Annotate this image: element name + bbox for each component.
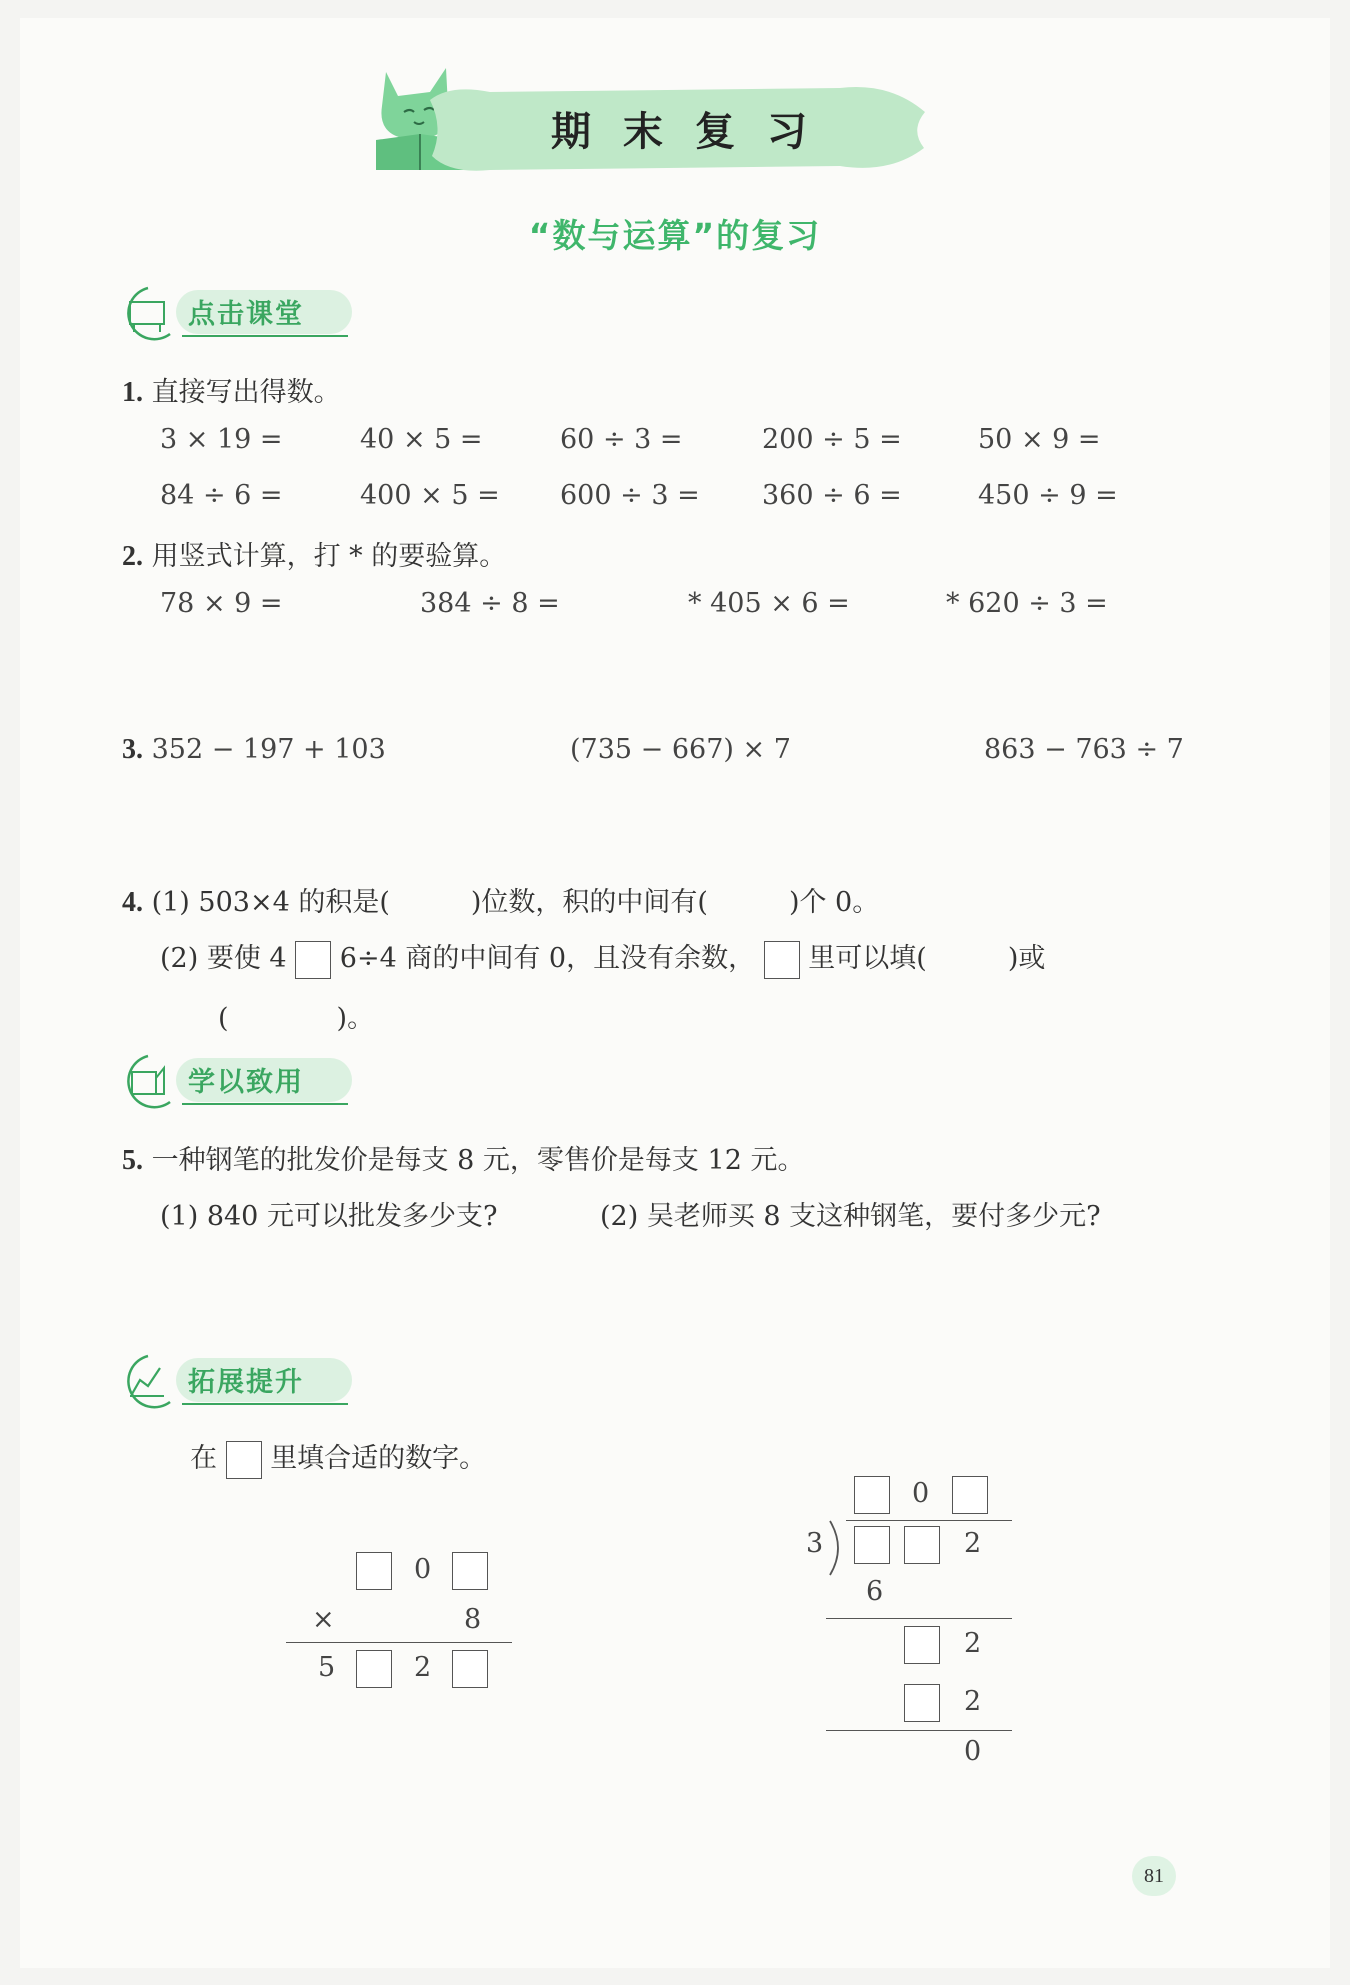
mult-box-3[interactable] — [356, 1650, 392, 1688]
question-6-text — [190, 1436, 486, 1479]
div-line-1 — [826, 1618, 1012, 1619]
exercise: 352 − 197 + 103 — [151, 734, 386, 765]
question-2 — [122, 534, 506, 573]
exercise: 78 × 9 = — [160, 588, 283, 619]
exercise: 600 ÷ 3 = — [560, 480, 700, 511]
divisor: 3 — [806, 1528, 824, 1559]
question-number: 1. — [122, 377, 143, 408]
question-text: 直接写出得数。 — [151, 377, 341, 408]
sample-box — [226, 1441, 262, 1479]
section-title: 拓展提升 — [188, 1367, 304, 1398]
chapter-banner — [420, 78, 930, 178]
question-text: 用竖式计算，打 * 的要验算。 — [151, 541, 507, 572]
div-box-d1[interactable] — [854, 1526, 890, 1564]
question-5 — [122, 1138, 804, 1177]
part-text: 里填合适的数字。 — [270, 1443, 487, 1474]
div-box-q2[interactable] — [952, 1476, 988, 1514]
mult-digit: 2 — [414, 1652, 432, 1683]
question-number: 4. — [122, 887, 143, 918]
question-4-part-2 — [160, 936, 1045, 979]
question-4 — [122, 880, 879, 919]
exercise: * 620 ÷ 3 = — [946, 588, 1108, 619]
page-number: 81 — [1132, 1856, 1176, 1896]
question-1 — [122, 370, 341, 409]
div-digit: 0 — [912, 1478, 930, 1509]
div-digit: 2 — [964, 1686, 982, 1717]
part-text: 在 — [190, 1443, 217, 1474]
mult-box-2[interactable] — [452, 1552, 488, 1590]
mult-digit: 0 — [414, 1554, 432, 1585]
exercise: 360 ÷ 6 = — [762, 480, 902, 511]
div-box-s2[interactable] — [904, 1626, 940, 1664]
remainder: 0 — [964, 1736, 982, 1767]
div-box-d2[interactable] — [904, 1526, 940, 1564]
question-number: 5. — [122, 1145, 143, 1176]
times-sign: × — [312, 1604, 335, 1635]
banner-title: 期末复习 — [551, 109, 839, 155]
answer-box[interactable] — [764, 941, 800, 979]
exercise: * 405 × 6 = — [688, 588, 850, 619]
part-text: 里可以填( )或 — [808, 943, 1046, 974]
exercise: 384 ÷ 8 = — [420, 588, 560, 619]
exercise: 450 ÷ 9 = — [978, 480, 1118, 511]
mult-digit: 5 — [318, 1652, 336, 1683]
exercise: 40 × 5 = — [360, 424, 483, 455]
exercise: 84 ÷ 6 = — [160, 480, 283, 511]
page-subtitle: “数与运算”的复习 — [528, 216, 822, 255]
section-header-2 — [118, 1050, 358, 1110]
div-digit: 6 — [866, 1576, 884, 1607]
div-digit: 2 — [964, 1628, 982, 1659]
question-3 — [122, 734, 386, 766]
question-text: 一种钢笔的批发价是每支 8 元，零售价是每支 12 元。 — [151, 1145, 805, 1176]
exercise: 60 ÷ 3 = — [560, 424, 683, 455]
div-box-s3[interactable] — [904, 1684, 940, 1722]
question-part-1: (1) 503×4 的积是( )位数，积的中间有( )个 0。 — [151, 887, 880, 918]
exercise: 863 − 763 ÷ 7 — [984, 734, 1184, 765]
div-line-2 — [826, 1730, 1012, 1731]
question-number: 3. — [122, 734, 143, 765]
mult-box-4[interactable] — [452, 1650, 488, 1688]
answer-box[interactable] — [295, 941, 331, 979]
sub-question: (1) 840 元可以批发多少支? — [160, 1201, 498, 1232]
exercise: (735 − 667) × 7 — [570, 734, 791, 765]
question-number: 2. — [122, 541, 143, 572]
exercise: 3 × 19 = — [160, 424, 283, 455]
section-header-1 — [118, 282, 358, 342]
mult-box-1[interactable] — [356, 1552, 392, 1590]
part-text: (2) 要使 4 — [160, 943, 287, 974]
exercise: 400 × 5 = — [360, 480, 500, 511]
exercise: 50 × 9 = — [978, 424, 1101, 455]
sub-question: (2) 吴老师买 8 支这种钢笔，要付多少元? — [600, 1201, 1101, 1232]
div-bracket-top — [846, 1520, 1012, 1521]
mult-line — [286, 1642, 512, 1643]
div-box-q1[interactable] — [854, 1476, 890, 1514]
div-digit: 2 — [964, 1528, 982, 1559]
section-header-3 — [118, 1350, 358, 1410]
section-title: 学以致用 — [188, 1067, 304, 1098]
mult-digit: 8 — [464, 1604, 482, 1635]
question-4-part-2-cont: ( )。 — [218, 1003, 375, 1034]
section-title: 点击课堂 — [188, 299, 304, 330]
exercise: 200 ÷ 5 = — [762, 424, 902, 455]
part-text: 6÷4 商的中间有 0，且没有余数， — [339, 943, 756, 974]
div-bracket — [826, 1520, 848, 1576]
